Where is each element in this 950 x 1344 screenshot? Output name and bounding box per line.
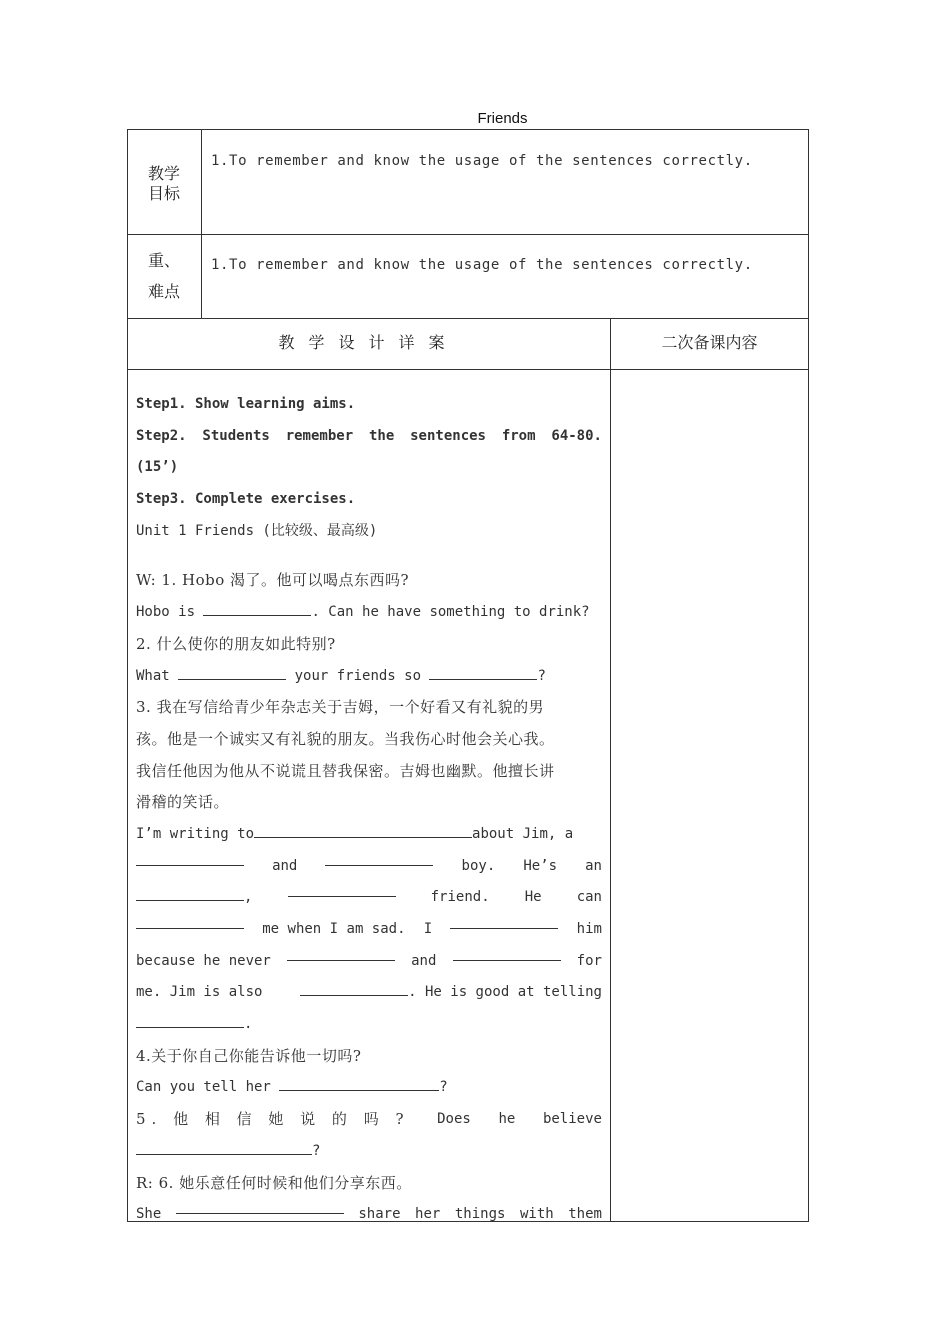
column-divider (201, 129, 202, 318)
q4-chinese: 4.关于你自己你能告诉他一切吗? (136, 1046, 362, 1065)
q5-line (136, 1136, 602, 1168)
key-points-label-line2: 难点 (147, 282, 180, 301)
answer-blank[interactable] (176, 1199, 344, 1214)
objectives-text: 1.To remember and know the usage of the sentences correctly. (211, 153, 753, 169)
q5-chinese: 5. 他 相 信 她 说 的 吗 ? (136, 1110, 410, 1129)
lesson-content (136, 389, 602, 1221)
answer-blank[interactable] (429, 665, 537, 680)
answer-blank[interactable] (203, 601, 311, 616)
q3-english-line (136, 819, 602, 851)
q3-chinese: 孩。他是一个诚实又有礼貌的朋友。当我伤心时他会关心我。 (136, 729, 555, 748)
objectives-label (127, 164, 201, 204)
answer-blank[interactable] (136, 1013, 244, 1028)
step2-word: Students (202, 427, 270, 444)
q6-text: She (136, 1206, 162, 1221)
q2-text: ? (537, 667, 546, 684)
objectives-label-line1: 教学 (147, 164, 180, 183)
q1-text: . Can he have something to drink? (311, 604, 590, 621)
answer-blank[interactable] (178, 665, 286, 680)
q3-text: and (272, 857, 298, 874)
step1: Step1. Show learning aims. (136, 396, 356, 412)
page-title: Friends (477, 110, 528, 127)
answer-blank[interactable] (288, 882, 396, 897)
q1-text: Hobo is (136, 604, 204, 621)
answer-blank[interactable] (300, 981, 408, 996)
answer-blank[interactable] (287, 946, 395, 961)
q3-text: I (423, 921, 433, 937)
answer-blank[interactable] (254, 823, 472, 838)
q5-line (136, 1104, 602, 1136)
unit-title: Unit 1 Friends (比较级、最高级) (136, 522, 378, 539)
q3-chinese: 3. 我在写信给青少年杂志关于吉姆，一个好看又有礼貌的男 (136, 698, 545, 717)
step2-word: sentences (410, 427, 486, 444)
q3-english-line (136, 946, 602, 978)
q3-text: . He is good at telling (408, 984, 602, 1001)
q3-text: about Jim, a (472, 825, 574, 842)
key-points-label-line1: 重、 (147, 251, 180, 270)
q6-text: her (415, 1206, 441, 1221)
q3-text: I’m writing to (136, 825, 255, 842)
step2 (136, 421, 602, 453)
answer-blank[interactable] (136, 1140, 312, 1155)
secondary-prep-header: 二次备课内容 (661, 333, 758, 352)
key-points-text: 1.To remember and know the usage of the sentences correctly. (211, 257, 753, 273)
row-divider (127, 318, 809, 319)
step3: Step3. Complete exercises. (136, 491, 356, 508)
step2-time: (15’) (136, 459, 179, 476)
q1-chinese: W: 1. Hobo 渴了。他可以喝点东西吗? (136, 571, 410, 590)
design-header: 教学设计详案 (278, 333, 459, 352)
answer-blank[interactable] (279, 1076, 439, 1091)
objectives-label-line2: 目标 (147, 184, 180, 203)
q3-text: . (244, 1016, 253, 1033)
q5-text: ? (312, 1142, 321, 1159)
q3-text: for (576, 952, 602, 969)
q3-text: can (576, 889, 602, 906)
q3-english-line (136, 851, 602, 883)
q6-text: share (358, 1206, 401, 1221)
answer-blank[interactable] (453, 946, 561, 961)
answer-blank[interactable] (136, 886, 244, 901)
step2-word: from (501, 427, 536, 444)
q3-text: me. Jim is also (136, 984, 263, 1001)
q3-text: because he never (136, 952, 271, 969)
q3-english-line (136, 977, 602, 1009)
q2-chinese: 2. 什么使你的朋友如此特别? (136, 634, 336, 653)
q3-text: and (411, 952, 437, 969)
q5-text: he (498, 1111, 516, 1128)
answer-blank[interactable] (325, 851, 433, 866)
step2-word: remember (285, 427, 354, 444)
q2-english (136, 661, 602, 693)
q3-text: me when I am sad. (262, 921, 406, 937)
key-points-label (127, 245, 201, 307)
q3-chinese: 滑稽的笑话。 (136, 793, 230, 812)
step2-word: Step2. (136, 427, 187, 444)
row-divider (127, 234, 809, 235)
answer-blank[interactable] (136, 851, 244, 866)
q3-text: an (585, 857, 602, 874)
answer-blank[interactable] (450, 914, 558, 929)
q6-text: things (454, 1206, 506, 1221)
q5-text: Does (437, 1111, 471, 1128)
q4-text: Can you tell her (136, 1079, 280, 1096)
q3-text: He’s (523, 857, 558, 874)
q2-text: your friends so (286, 667, 430, 684)
step2-word: the (368, 427, 395, 444)
step2-word: 64-80. (551, 427, 602, 444)
q3-text: He (524, 889, 542, 906)
column-divider (610, 318, 611, 1222)
q6-english (136, 1199, 602, 1221)
q3-text: him (576, 921, 602, 937)
q1-english (136, 597, 602, 629)
q5-text: believe (542, 1111, 602, 1128)
q4-text: ? (439, 1079, 448, 1096)
q3-text: friend. (430, 889, 490, 906)
q6-chinese: R: 6. 她乐意任何时候和他们分享东西。 (136, 1173, 412, 1192)
q4-english (136, 1072, 602, 1104)
q3-text: , (244, 889, 253, 906)
q2-text: What (136, 667, 179, 684)
answer-blank[interactable] (136, 914, 244, 929)
q3-english-line (136, 882, 602, 914)
q6-text: them (568, 1206, 602, 1221)
q3-english-line (136, 914, 602, 946)
q3-chinese: 我信任他因为他从不说谎且替我保密。吉姆也幽默。他擅长讲 (136, 761, 555, 780)
q3-english-line (136, 1009, 602, 1041)
q6-text: with (519, 1206, 554, 1221)
row-divider (127, 369, 809, 370)
q3-text: boy. (461, 857, 496, 874)
